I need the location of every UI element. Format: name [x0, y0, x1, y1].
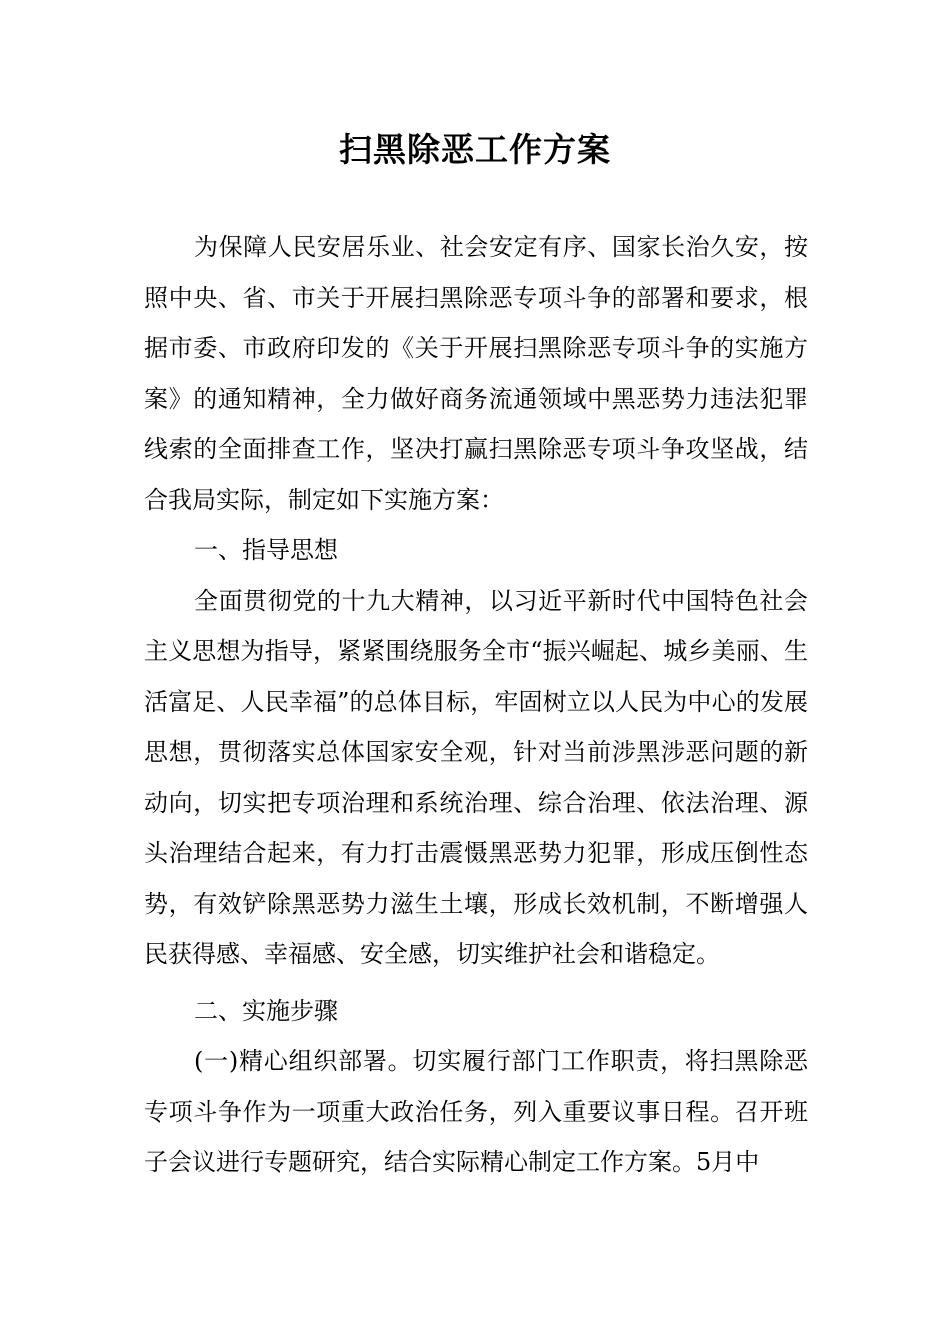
section-heading-guiding-ideology: 一、指导思想	[194, 536, 338, 564]
document-title: 扫黑除恶工作方案	[339, 130, 611, 169]
intro-paragraph: 为保障人民安居乐业、社会安定有序、国家长治久安，按照中央、省、市关于开展扫黑除恶专项斗争的部署和要求，根据市委、市政府印发的《关于开展扫黑除恶专项斗争的实施方案》的通知精神，全力做好商务流通领域中黑恶势力违法犯罪线索的全面排查工作，坚决打赢扫黑除恶专项斗争攻坚战，结合我局实际，制定如下实施方案：	[144, 233, 808, 514]
section-heading-implementation-steps: 二、实施步骤	[194, 996, 338, 1025]
guiding-ideology-paragraph: 全面贯彻党的十九大精神，以习近平新时代中国特色社会主义思想为指导，紧紧围绕服务全市“振兴崛起、城乡美丽、生活富足、人民幸福”的总体目标，牢固树立以人民为中心的发展思想，贯彻落实总体国家安全观，针对当前涉黑涉恶问题的新动向，切实把专项治理和系统治理、综合治理、依法治理、源头治理结合起来，有力打击震慑黑恶势力犯罪，形成压倒性态势，有效铲除黑恶势力滋生土壤，形成长效机制，不断增强人民获得感、幸福感、安全感，切实维护社会和谐稳定。	[144, 586, 808, 968]
implementation-step-1-paragraph: (一)精心组织部署。切实履行部门工作职责，将扫黑除恶专项斗争作为一项重大政治任务，列入重要议事日程。召开班子会议进行专题研究，结合实际精心制定工作方案。5月中	[144, 1047, 808, 1176]
document-body	[144, 222, 808, 1188]
